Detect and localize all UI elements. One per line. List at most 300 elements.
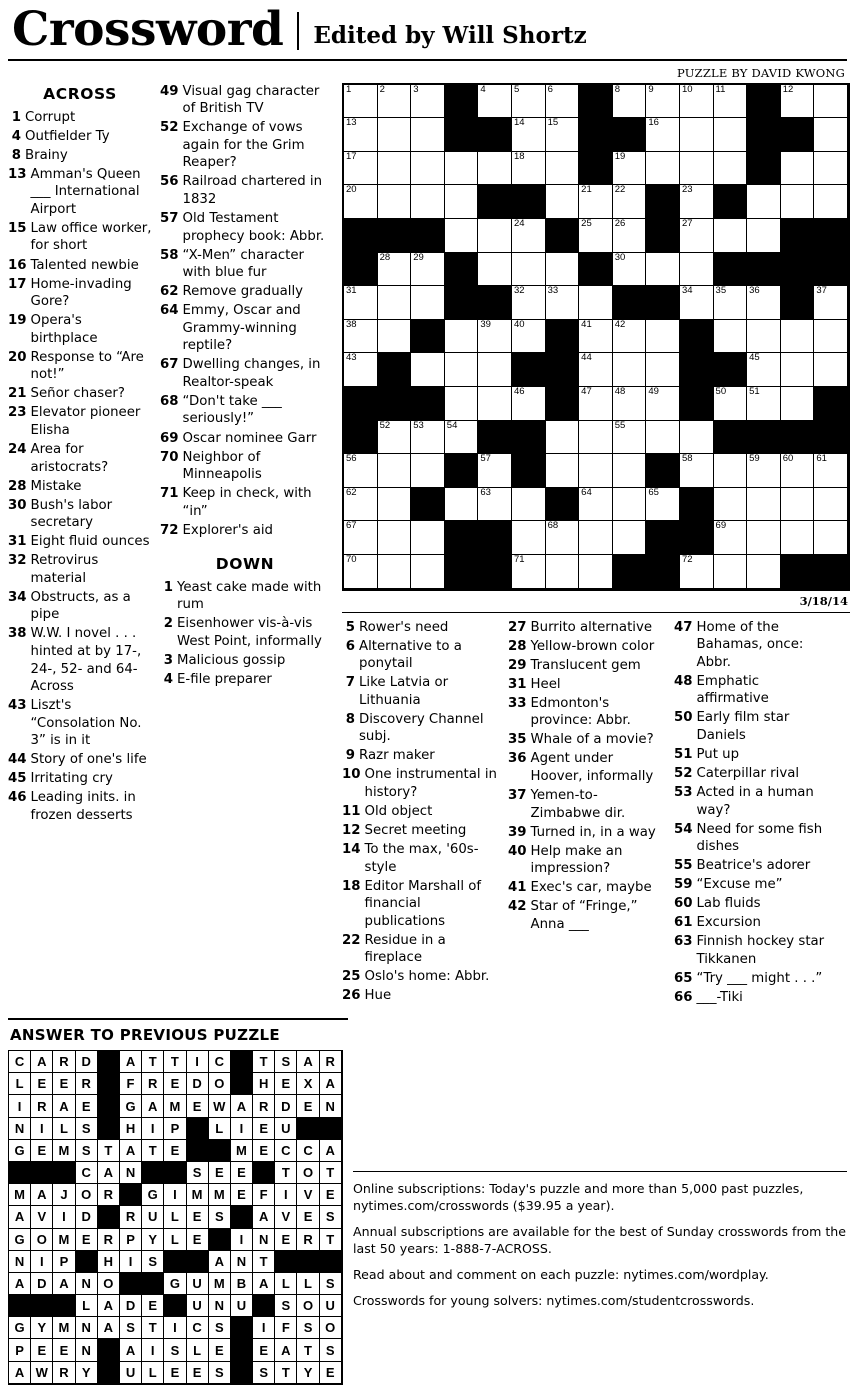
grid-cell[interactable]: [378, 85, 412, 119]
clue-item[interactable]: [342, 711, 500, 746]
clue-item[interactable]: [160, 83, 330, 118]
grid-cell[interactable]: [378, 421, 412, 455]
grid-cell[interactable]: [814, 185, 848, 219]
clue-text: E-file preparer: [177, 672, 272, 688]
grid-cell[interactable]: [411, 286, 445, 320]
down-clue-list-1: [342, 619, 500, 1005]
grid-cell[interactable]: [478, 152, 512, 186]
answer-block: [231, 1317, 253, 1339]
grid-cell-number: 67: [346, 520, 357, 532]
grid-cell[interactable]: [613, 219, 647, 253]
answer-cell: E: [76, 1229, 98, 1251]
grid-cell[interactable]: [478, 454, 512, 488]
clue-item[interactable]: [160, 283, 330, 301]
grid-block: [781, 421, 815, 455]
grid-cell[interactable]: [747, 185, 781, 219]
grid-cell[interactable]: [579, 185, 613, 219]
grid-block: [781, 253, 815, 287]
grid-cell[interactable]: [579, 454, 613, 488]
grid-cell[interactable]: [781, 488, 815, 522]
grid-cell-number: 14: [513, 117, 525, 129]
grid-cell[interactable]: [714, 488, 748, 522]
grid-cell[interactable]: [613, 387, 647, 421]
grid-cell[interactable]: [445, 353, 479, 387]
grid-cell[interactable]: [747, 488, 781, 522]
grid-cell[interactable]: [512, 488, 546, 522]
grid-block: [747, 152, 781, 186]
grid-block: [445, 555, 479, 589]
grid-cell[interactable]: [613, 253, 647, 287]
clue-item[interactable]: [508, 731, 666, 749]
grid-cell[interactable]: [344, 118, 378, 152]
grid-cell[interactable]: [512, 118, 546, 152]
clue-item[interactable]: [160, 430, 330, 448]
grid-cell[interactable]: [445, 219, 479, 253]
grid-cell[interactable]: [378, 118, 412, 152]
clue-item[interactable]: [674, 673, 832, 708]
clue-item[interactable]: [8, 166, 152, 219]
grid-cell[interactable]: [680, 286, 714, 320]
grid-cell[interactable]: [646, 387, 680, 421]
clue-item[interactable]: [508, 619, 666, 637]
grid-cell[interactable]: [411, 555, 445, 589]
grid-cell[interactable]: [714, 555, 748, 589]
grid-cell-number: 53: [413, 419, 424, 431]
clue-item[interactable]: [342, 822, 500, 840]
clue-number: 8: [11, 147, 21, 163]
grid-cell[interactable]: [546, 152, 580, 186]
clue-item[interactable]: [508, 843, 666, 878]
clue-item[interactable]: [674, 709, 832, 744]
grid-cell[interactable]: [613, 454, 647, 488]
clue-item[interactable]: [342, 841, 500, 876]
clue-item[interactable]: [8, 625, 152, 695]
grid-cell-number: 15: [547, 117, 559, 129]
clue-item[interactable]: [8, 404, 152, 439]
grid-cell[interactable]: [714, 320, 748, 354]
clue-item[interactable]: [160, 615, 330, 650]
answer-cell: S: [209, 1317, 231, 1339]
grid-cell[interactable]: [378, 185, 412, 219]
grid-cell[interactable]: [445, 488, 479, 522]
clue-item[interactable]: [8, 478, 152, 496]
grid-cell[interactable]: [478, 253, 512, 287]
clue-item[interactable]: [342, 932, 500, 967]
clue-item[interactable]: [160, 247, 330, 282]
grid-cell[interactable]: [747, 320, 781, 354]
grid-cell[interactable]: [344, 521, 378, 555]
grid-cell[interactable]: [646, 353, 680, 387]
grid-cell[interactable]: [680, 185, 714, 219]
grid-cell[interactable]: [680, 85, 714, 119]
clue-item[interactable]: [160, 119, 330, 172]
clue-item[interactable]: [508, 657, 666, 675]
grid-cell[interactable]: [378, 253, 412, 287]
grid-cell[interactable]: [344, 185, 378, 219]
grid-cell[interactable]: [646, 320, 680, 354]
grid-cell[interactable]: [781, 85, 815, 119]
clue-item[interactable]: [8, 385, 152, 403]
grid-cell[interactable]: [714, 219, 748, 253]
puzzle-grid[interactable]: [342, 83, 850, 591]
grid-cell[interactable]: [378, 521, 412, 555]
grid-cell[interactable]: [512, 85, 546, 119]
grid-cell[interactable]: [781, 387, 815, 421]
grid-cell[interactable]: [512, 152, 546, 186]
answer-cell: N: [209, 1295, 231, 1317]
grid-cell-number: 20: [346, 184, 357, 196]
grid-cell[interactable]: [411, 454, 445, 488]
answer-cell: C: [275, 1140, 297, 1162]
grid-cell[interactable]: [646, 253, 680, 287]
grid-cell[interactable]: [781, 521, 815, 555]
grid-cell-number: 64: [581, 486, 592, 498]
grid-cell[interactable]: [680, 152, 714, 186]
answer-cell: A: [9, 1206, 31, 1228]
grid-cell[interactable]: [478, 353, 512, 387]
grid-cell[interactable]: [781, 353, 815, 387]
answer-cell: A: [53, 1095, 75, 1117]
clue-item[interactable]: [8, 220, 152, 255]
answer-cell: A: [9, 1362, 31, 1384]
grid-cell[interactable]: [747, 286, 781, 320]
clue-item[interactable]: [508, 676, 666, 694]
clue-number: 13: [8, 166, 27, 182]
clue-item[interactable]: [342, 968, 500, 986]
grid-cell[interactable]: [579, 488, 613, 522]
clue-item[interactable]: [674, 970, 832, 988]
clue-item[interactable]: [674, 784, 832, 819]
grid-cell[interactable]: [579, 421, 613, 455]
clue-item[interactable]: [8, 751, 152, 769]
grid-cell[interactable]: [378, 488, 412, 522]
grid-cell[interactable]: [747, 454, 781, 488]
clue-item[interactable]: [674, 821, 832, 856]
clue-text: Lab fluids: [696, 896, 761, 912]
clue-number: 29: [508, 657, 527, 673]
grid-cell[interactable]: [411, 185, 445, 219]
grid-cell[interactable]: [512, 286, 546, 320]
clue-item[interactable]: [674, 989, 832, 1007]
grid-cell[interactable]: [680, 118, 714, 152]
grid-cell[interactable]: [781, 320, 815, 354]
grid-block: [747, 421, 781, 455]
grid-cell[interactable]: [747, 387, 781, 421]
clue-item[interactable]: [342, 766, 500, 801]
answer-cell: E: [187, 1362, 209, 1384]
grid-cell[interactable]: [613, 421, 647, 455]
answer-cell: A: [275, 1339, 297, 1361]
grid-cell[interactable]: [378, 152, 412, 186]
clue-item[interactable]: [342, 747, 500, 765]
clue-item[interactable]: [508, 695, 666, 730]
grid-cell[interactable]: [781, 454, 815, 488]
clue-item[interactable]: [8, 128, 152, 146]
clue-item[interactable]: [674, 914, 832, 932]
grid-cell[interactable]: [512, 521, 546, 555]
grid-cell[interactable]: [714, 387, 748, 421]
grid-cell-number: 26: [614, 218, 626, 230]
clue-text: Help make an impression?: [530, 843, 623, 877]
clue-item[interactable]: [160, 579, 330, 614]
answer-cell: T: [142, 1051, 164, 1073]
grid-cell[interactable]: [344, 286, 378, 320]
clue-item[interactable]: [8, 770, 152, 788]
clue-item[interactable]: [8, 147, 152, 165]
clue-number: 31: [8, 534, 27, 550]
grid-cell[interactable]: [814, 454, 848, 488]
grid-cell[interactable]: [680, 219, 714, 253]
grid-cell[interactable]: [478, 387, 512, 421]
grid-cell[interactable]: [579, 320, 613, 354]
clue-item[interactable]: [342, 638, 500, 673]
grid-cell[interactable]: [411, 253, 445, 287]
answer-cell: A: [320, 1140, 342, 1162]
clue-item[interactable]: [8, 312, 152, 347]
clue-item[interactable]: [160, 652, 330, 670]
grid-cell[interactable]: [445, 152, 479, 186]
grid-cell[interactable]: [747, 555, 781, 589]
grid-block: [546, 387, 580, 421]
grid-cell[interactable]: [714, 521, 748, 555]
grid-cell[interactable]: [714, 85, 748, 119]
clue-item[interactable]: [160, 393, 330, 428]
grid-cell[interactable]: [814, 152, 848, 186]
grid-cell[interactable]: [814, 286, 848, 320]
grid-cell[interactable]: [546, 555, 580, 589]
clue-text: Editor Marshall of financial publications: [364, 878, 482, 929]
grid-cell[interactable]: [781, 152, 815, 186]
clue-item[interactable]: [160, 173, 330, 208]
grid-cell[interactable]: [646, 488, 680, 522]
grid-cell[interactable]: [680, 421, 714, 455]
grid-cell[interactable]: [411, 152, 445, 186]
grid-cell[interactable]: [546, 185, 580, 219]
grid-cell[interactable]: [579, 286, 613, 320]
answer-cell: H: [120, 1118, 142, 1140]
grid-cell[interactable]: [546, 421, 580, 455]
clue-item[interactable]: [508, 824, 666, 842]
grid-cell[interactable]: [411, 521, 445, 555]
grid-cell[interactable]: [613, 85, 647, 119]
clue-item[interactable]: [8, 789, 152, 824]
grid-cell[interactable]: [781, 185, 815, 219]
grid-block: [478, 521, 512, 555]
grid-block: [747, 118, 781, 152]
clue-item[interactable]: [8, 552, 152, 587]
grid-cell[interactable]: [344, 454, 378, 488]
clue-number: 16: [8, 257, 27, 273]
answer-cell: P: [164, 1118, 186, 1140]
grid-cell[interactable]: [378, 555, 412, 589]
grid-cell[interactable]: [378, 286, 412, 320]
grid-cell[interactable]: [478, 488, 512, 522]
answer-cell: N: [76, 1317, 98, 1339]
clue-item[interactable]: [342, 803, 500, 821]
clue-item[interactable]: [674, 765, 832, 783]
grid-block: [781, 118, 815, 152]
grid-cell[interactable]: [646, 118, 680, 152]
grid-cell[interactable]: [613, 353, 647, 387]
grid-cell[interactable]: [512, 253, 546, 287]
clue-item[interactable]: [8, 257, 152, 275]
clue-item[interactable]: [160, 485, 330, 520]
grid-cell[interactable]: [478, 85, 512, 119]
clue-text: One instrumental in history?: [364, 767, 497, 800]
clue-item[interactable]: [508, 787, 666, 822]
grid-cell[interactable]: [546, 286, 580, 320]
clue-item[interactable]: [508, 879, 666, 897]
clue-item[interactable]: [160, 522, 330, 540]
clue-text: Discovery Channel subj.: [359, 711, 484, 745]
clue-number: 66: [674, 989, 693, 1005]
clue-item[interactable]: [8, 533, 152, 551]
grid-cell[interactable]: [546, 454, 580, 488]
grid-cell[interactable]: [512, 219, 546, 253]
grid-cell[interactable]: [579, 521, 613, 555]
clue-item[interactable]: [8, 589, 152, 624]
grid-cell[interactable]: [613, 320, 647, 354]
grid-cell[interactable]: [344, 152, 378, 186]
grid-cell[interactable]: [478, 320, 512, 354]
grid-cell[interactable]: [411, 118, 445, 152]
grid-cell[interactable]: [546, 85, 580, 119]
clue-number: 44: [8, 752, 27, 768]
answer-cell: D: [120, 1295, 142, 1317]
grid-cell[interactable]: [445, 421, 479, 455]
grid-cell[interactable]: [646, 152, 680, 186]
grid-cell[interactable]: [680, 454, 714, 488]
grid-cell[interactable]: [512, 555, 546, 589]
across-column-2: [160, 83, 338, 690]
grid-cell[interactable]: [579, 555, 613, 589]
clue-item[interactable]: [8, 697, 152, 750]
clue-item[interactable]: [160, 356, 330, 391]
clue-number: 34: [8, 589, 27, 605]
grid-cell[interactable]: [814, 320, 848, 354]
answer-cell: E: [164, 1073, 186, 1095]
grid-cell[interactable]: [680, 555, 714, 589]
grid-cell[interactable]: [714, 118, 748, 152]
answer-cell: A: [320, 1073, 342, 1095]
answer-cell: E: [297, 1095, 319, 1117]
clue-item[interactable]: [674, 895, 832, 913]
grid-cell[interactable]: [814, 85, 848, 119]
clue-item[interactable]: [160, 449, 330, 484]
grid-cell[interactable]: [814, 353, 848, 387]
answer-cell: F: [253, 1184, 275, 1206]
clue-item[interactable]: [508, 638, 666, 656]
grid-block: [747, 85, 781, 119]
grid-cell[interactable]: [714, 286, 748, 320]
grid-cell[interactable]: [680, 253, 714, 287]
clue-number: 30: [8, 497, 27, 513]
grid-cell[interactable]: [445, 387, 479, 421]
grid-block: [646, 286, 680, 320]
clue-item[interactable]: [508, 898, 666, 933]
grid-cell[interactable]: [344, 488, 378, 522]
grid-cell[interactable]: [814, 118, 848, 152]
grid-cell[interactable]: [747, 219, 781, 253]
grid-cell[interactable]: [378, 320, 412, 354]
grid-cell[interactable]: [814, 521, 848, 555]
clue-item[interactable]: [160, 210, 330, 245]
grid-cell[interactable]: [411, 421, 445, 455]
grid-cell[interactable]: [512, 387, 546, 421]
grid-cell[interactable]: [613, 488, 647, 522]
grid-cell[interactable]: [646, 421, 680, 455]
answer-cell: T: [297, 1339, 319, 1361]
clue-number: 6: [345, 638, 355, 654]
clue-number: 47: [674, 619, 693, 635]
clue-item[interactable]: [342, 619, 500, 637]
clue-item[interactable]: [8, 441, 152, 476]
grid-cell[interactable]: [512, 320, 546, 354]
grid-cell[interactable]: [579, 219, 613, 253]
grid-cell[interactable]: [344, 555, 378, 589]
clue-item[interactable]: [674, 619, 832, 672]
clue-item[interactable]: [674, 876, 832, 894]
grid-cell[interactable]: [747, 521, 781, 555]
grid-cell[interactable]: [714, 152, 748, 186]
grid-cell[interactable]: [344, 353, 378, 387]
clue-item[interactable]: [674, 933, 832, 968]
clue-item[interactable]: [342, 674, 500, 709]
grid-cell[interactable]: [613, 152, 647, 186]
grid-cell[interactable]: [613, 521, 647, 555]
clue-item[interactable]: [8, 497, 152, 532]
clue-item[interactable]: [8, 276, 152, 311]
clue-item[interactable]: [8, 349, 152, 384]
grid-cell[interactable]: [747, 353, 781, 387]
grid-cell[interactable]: [546, 118, 580, 152]
grid-cell[interactable]: [445, 185, 479, 219]
answer-cell: S: [320, 1273, 342, 1295]
grid-cell[interactable]: [613, 185, 647, 219]
grid-cell[interactable]: [814, 488, 848, 522]
clue-text: Neighbor of Minneapolis: [182, 449, 262, 483]
clue-item[interactable]: [674, 857, 832, 875]
clue-item[interactable]: [160, 302, 330, 355]
grid-cell[interactable]: [445, 320, 479, 354]
clue-item[interactable]: [8, 109, 152, 127]
grid-cell[interactable]: [714, 454, 748, 488]
clue-item[interactable]: [160, 671, 330, 689]
grid-cell[interactable]: [546, 253, 580, 287]
grid-cell[interactable]: [411, 353, 445, 387]
clue-item[interactable]: [342, 878, 500, 931]
grid-cell[interactable]: [478, 219, 512, 253]
grid-cell[interactable]: [579, 353, 613, 387]
grid-cell[interactable]: [546, 521, 580, 555]
grid-cell-number: 70: [346, 553, 357, 565]
grid-cell-number: 30: [614, 251, 626, 263]
clue-item[interactable]: [674, 746, 832, 764]
grid-cell[interactable]: [646, 85, 680, 119]
clue-text: Retrovirus material: [30, 553, 99, 586]
answer-cell: T: [98, 1140, 120, 1162]
clue-item[interactable]: [508, 750, 666, 785]
answer-cell: I: [164, 1317, 186, 1339]
grid-cell[interactable]: [579, 387, 613, 421]
grid-cell[interactable]: [344, 320, 378, 354]
answer-block: [275, 1251, 297, 1273]
clue-item[interactable]: [342, 987, 500, 1005]
grid-cell[interactable]: [411, 85, 445, 119]
grid-cell-number: 16: [648, 117, 659, 129]
grid-cell[interactable]: [378, 454, 412, 488]
grid-cell[interactable]: [344, 85, 378, 119]
